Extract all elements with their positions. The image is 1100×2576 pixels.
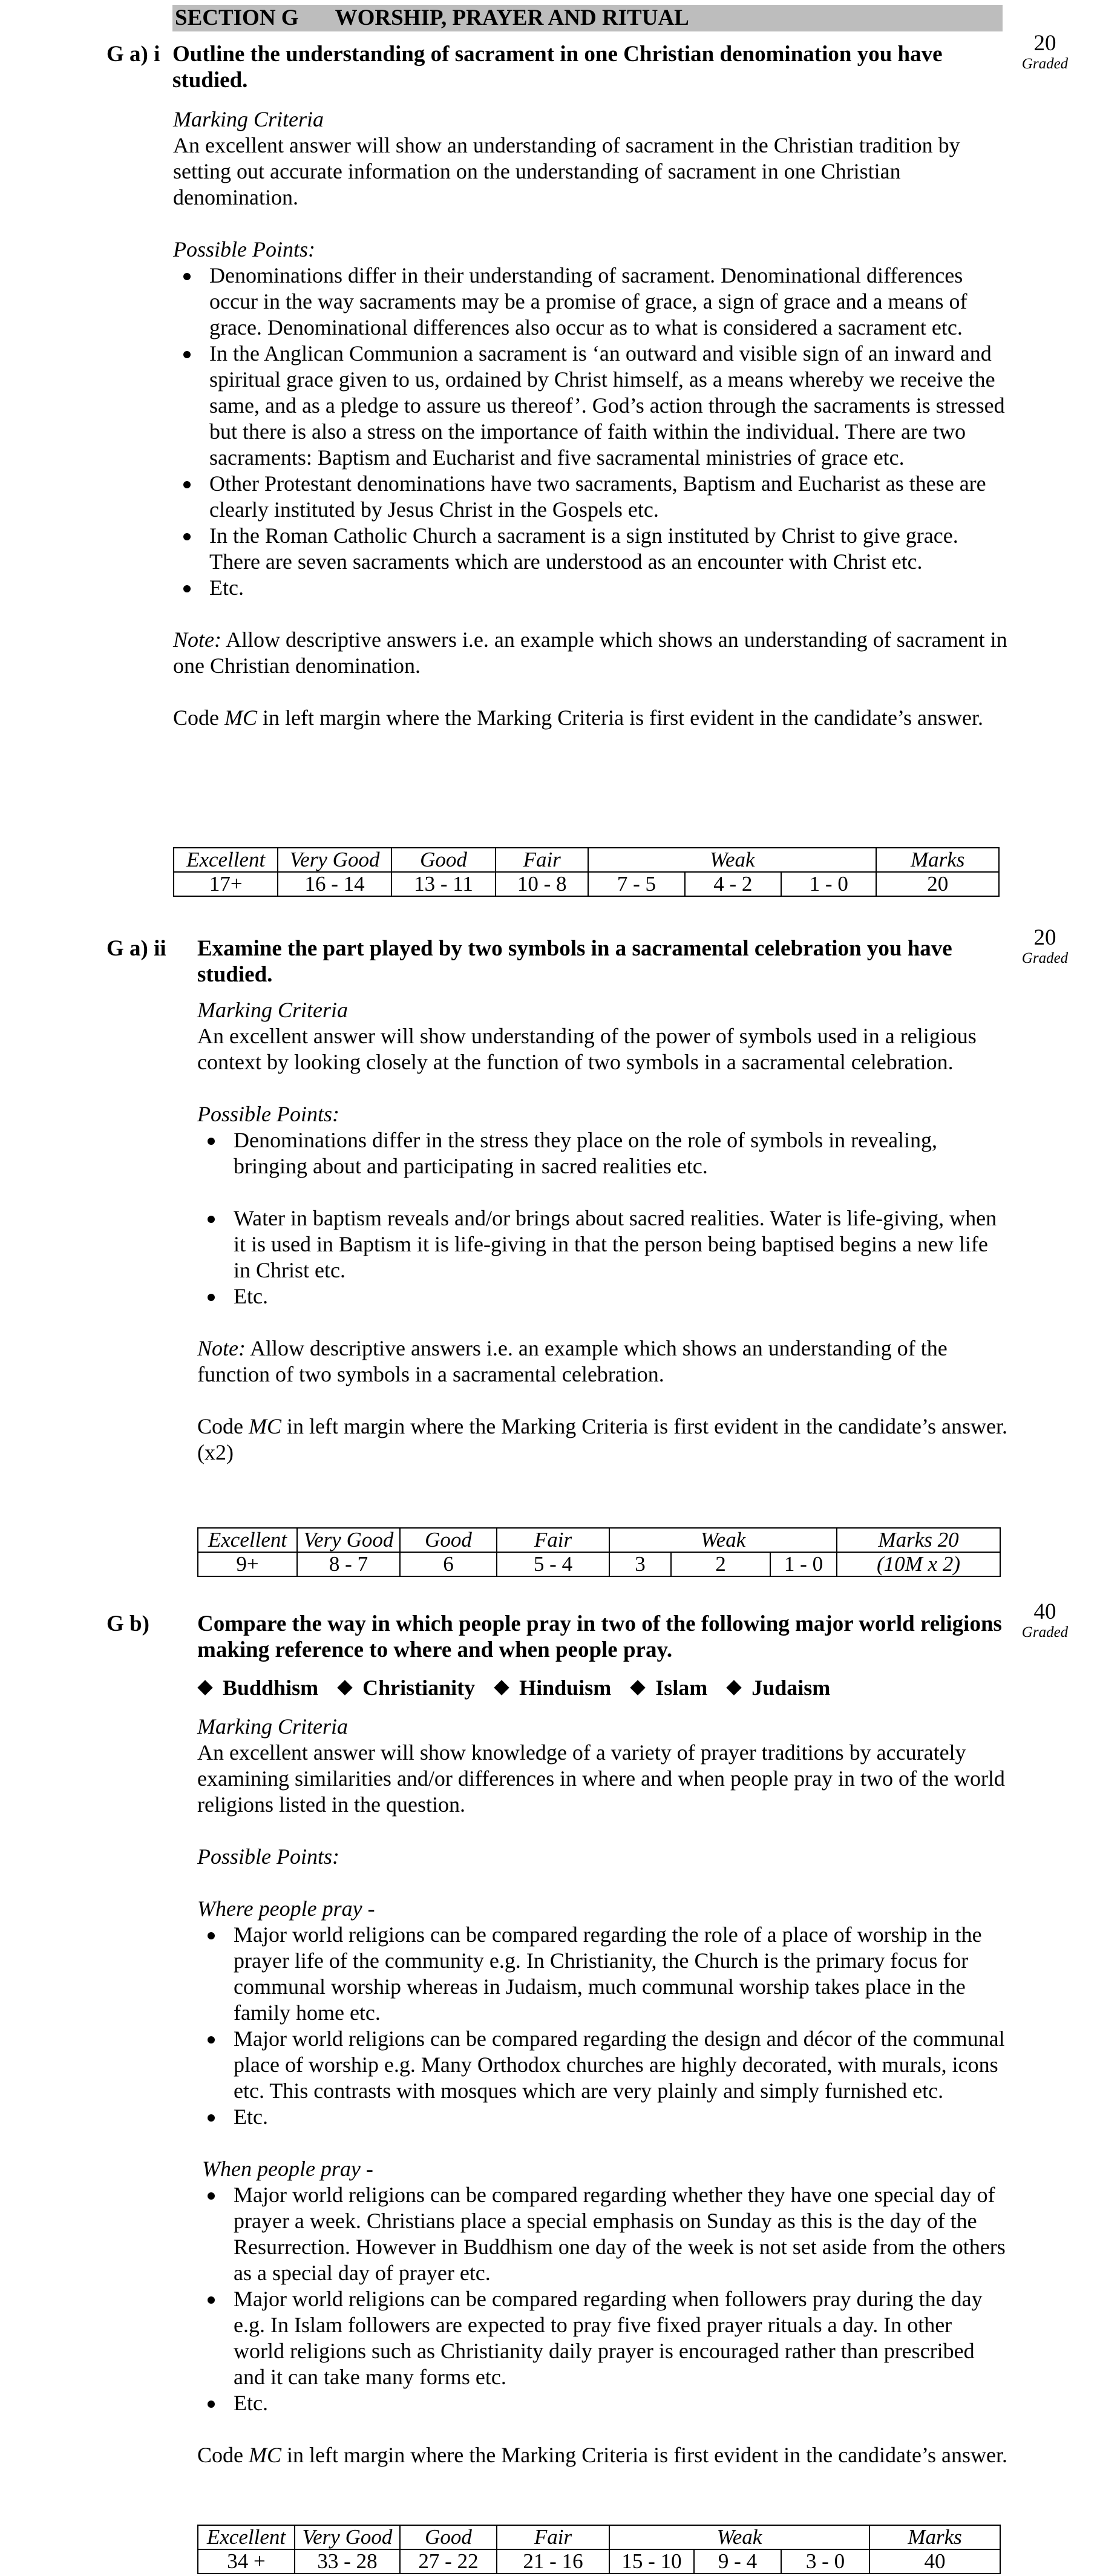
religion-label: Christianity <box>362 1676 476 1700</box>
grade-header: Weak <box>609 2525 869 2549</box>
list-item: Major world religions can be compared regarding when followers pray during the day e.g. In Islam followers are expected to pray five fixed prayer rituals a day. In other world religions such as Christianity daily prayer is encouraged rather than prescribed and it can take many forms etc. <box>197 2286 1008 2390</box>
diamond-bullet-icon <box>726 1680 741 1695</box>
question-marks <box>1000 31 1090 73</box>
code-mc: MC <box>224 706 257 730</box>
note <box>173 627 1008 679</box>
criteria-heading: Marking Criteria <box>197 998 348 1022</box>
grade-header: Excellent <box>198 1528 297 1552</box>
grade-header: Excellent <box>174 848 278 872</box>
grade-cell: 6 <box>400 1552 497 1576</box>
list-item: Etc. <box>197 2104 1008 2130</box>
religion-item <box>632 1675 707 1701</box>
grade-cell: 4 - 2 <box>685 872 781 896</box>
grade-cell: 20 <box>876 872 999 896</box>
question-text: Compare the way in which people pray in two of the following major world religions making reference to where and when people pray. <box>197 1611 1002 1662</box>
when-heading: When people pray - <box>202 2157 373 2181</box>
criteria-text: An excellent answer will show an understanding of sacrament in the Christian tradition by setting out accurate information on the understanding of sacrament in one Christian denomination. <box>173 133 960 209</box>
note-text: Allow descriptive answers i.e. an example which shows an understanding of sacrament in one Christian denomination. <box>173 628 1007 678</box>
section-code: SECTION G <box>175 5 299 30</box>
points-list <box>173 263 1008 601</box>
list-item: Etc. <box>197 2390 1008 2416</box>
grade-table <box>197 2525 1001 2574</box>
when-points-list <box>197 2182 1008 2416</box>
note-label: Note: <box>173 628 221 652</box>
note-text: Allow descriptive answers i.e. an example which shows an understanding of the function of two symbols in a sacramental celebration. <box>197 1336 948 1386</box>
grade-header: Very Good <box>295 2525 400 2549</box>
answer-guidance <box>173 107 1008 731</box>
grade-header: Very Good <box>297 1528 400 1552</box>
grade-header: Fair <box>497 2525 609 2549</box>
grade-cell: 2 <box>671 1552 770 1576</box>
code-pre: Code <box>197 2443 249 2467</box>
grade-cell: 40 <box>869 2549 1000 2574</box>
code-pre: Code <box>197 1414 249 1438</box>
marks-label: Graded <box>1021 950 1069 966</box>
question-number: G a) i <box>106 42 160 67</box>
list-item: Major world religions can be compared regarding whether they have one special day of prayer a week. Christians place a special emphasis on Sunday as this is the day of the Resurrection. However in Buddhism one day of the week is not set aside from the others as a special day of prayer etc. <box>197 2182 1008 2286</box>
religion-label: Buddhism <box>223 1676 319 1700</box>
note-label: Note: <box>197 1336 246 1360</box>
code-mc: MC <box>249 1414 281 1438</box>
criteria-text: An excellent answer will show knowledge of a variety of prayer traditions by accurately examining similarities and/or differences in where and when people pray in two of the world religions listed in the question. <box>197 1740 1005 1817</box>
grade-table <box>197 1527 1001 1577</box>
list-item: Major world religions can be compared regarding the design and décor of the communal place of worship e.g. Many Orthodox churches are highly decorated, with murals, icons etc. This contrasts with mosques which are very plainly and simply furnished etc. <box>197 2026 1008 2104</box>
question-marks <box>1000 1600 1090 1641</box>
code-pre: Code <box>173 706 224 730</box>
marks-value: 40 <box>1033 1599 1056 1624</box>
grade-cell: 17+ <box>174 872 278 896</box>
list-item: Water in baptism reveals and/or brings about sacred realities. Water is life-giving, when it is used in Baptism it is life-giving in that the person being baptised begins a new life in Christ etc. <box>197 1205 1008 1283</box>
grade-cell: 7 - 5 <box>588 872 684 896</box>
grade-cell: 27 - 22 <box>400 2549 497 2574</box>
marks-label: Graded <box>1021 56 1069 72</box>
grade-cell: 15 - 10 <box>609 2549 694 2574</box>
list-item: In the Anglican Communion a sacrament is ‘an outward and visible sign of an inward and spiritual grace given to us, ordained by Christ himself, as a means whereby we receive the same, and as a pledge to assure us thereof’. God’s action through the sacraments is stressed but there is also a stress on the importance of faith within the individual. There are two sacraments: Baptism and Eucharist and five sacramental ministries of grace etc. <box>173 341 1008 471</box>
answer-guidance <box>197 1714 1008 2468</box>
grade-cell: 10 - 8 <box>496 872 588 896</box>
grade-table <box>173 847 1000 897</box>
points-heading: Possible Points: <box>197 1844 339 1869</box>
grade-cell: 13 - 11 <box>391 872 496 896</box>
list-item: In the Roman Catholic Church a sacrament is a sign instituted by Christ to give grace. There are seven sacraments which are understood as an encounter with Christ etc. <box>173 523 1008 575</box>
grade-header: Good <box>391 848 496 872</box>
code-instruction <box>197 2442 1008 2468</box>
grade-cell: 3 - 0 <box>781 2549 869 2574</box>
section-title: WORSHIP, PRAYER AND RITUAL <box>335 5 689 30</box>
code-instruction <box>197 1414 1008 1466</box>
marks-value: 20 <box>1033 925 1056 950</box>
list-item: Other Protestant denominations have two sacraments, Baptism and Eucharist as these are clearly instituted by Jesus Christ in the Gospels etc. <box>173 471 1008 523</box>
grade-cell: 33 - 28 <box>295 2549 400 2574</box>
grade-cell: 16 - 14 <box>278 872 391 896</box>
section-header <box>172 5 1003 31</box>
grade-cell: (10M x 2) <box>837 1552 1000 1576</box>
grade-cell: 1 - 0 <box>770 1552 837 1576</box>
grade-header: Good <box>400 1528 497 1552</box>
question-text: Outline the understanding of sacrament in one Christian denomination you have studied. <box>172 42 943 93</box>
diamond-bullet-icon <box>630 1680 645 1695</box>
diamond-bullet-icon <box>494 1680 509 1695</box>
grade-cell: 9+ <box>198 1552 297 1576</box>
grade-cell: 3 <box>609 1552 671 1576</box>
diamond-bullet-icon <box>337 1680 352 1695</box>
grade-cell: 8 - 7 <box>297 1552 400 1576</box>
grade-cell: 1 - 0 <box>781 872 876 896</box>
criteria-heading: Marking Criteria <box>197 1714 348 1739</box>
code-instruction <box>173 705 1008 731</box>
grade-header: Marks 20 <box>837 1528 1000 1552</box>
grade-header: Weak <box>588 848 876 872</box>
points-heading: Possible Points: <box>197 1102 339 1126</box>
code-mc: MC <box>249 2443 281 2467</box>
grade-header: Marks <box>869 2525 1000 2549</box>
grade-header: Fair <box>497 1528 609 1552</box>
religion-label: Judaism <box>751 1676 831 1700</box>
religion-list <box>200 1675 986 1701</box>
religion-item <box>496 1675 611 1701</box>
list-item: Etc. <box>173 575 1008 601</box>
criteria-text: An excellent answer will show understanding of the power of symbols used in a religious context by looking closely at the function of two symbols in a sacramental celebration. <box>197 1024 977 1074</box>
question-marks <box>1000 926 1090 967</box>
grade-header: Fair <box>496 848 588 872</box>
list-item: Denominations differ in their understanding of sacrament. Denominational differences occur in the way sacraments may be a promise of grace, a sign of grace and a means of grace. Denominational differences also occur as to what is considered a sacrament etc. <box>173 263 1008 341</box>
list-item: Etc. <box>197 1283 1008 1309</box>
where-points-list <box>197 1922 1008 2130</box>
grade-header: Good <box>400 2525 497 2549</box>
points-list <box>197 1127 1008 1309</box>
grade-header: Marks <box>876 848 999 872</box>
grade-cell: 9 - 4 <box>694 2549 781 2574</box>
code-post: in left margin where the Marking Criteria is first evident in the candidate’s answer. <box>257 706 983 730</box>
grade-cell: 5 - 4 <box>497 1552 609 1576</box>
religion-item <box>200 1675 318 1701</box>
marks-value: 20 <box>1033 31 1056 56</box>
question-number: G b) <box>106 1611 149 1636</box>
grade-header: Very Good <box>278 848 391 872</box>
question-number: G a) ii <box>106 936 166 961</box>
question-text: Examine the part played by two symbols in a sacramental celebration you have studied. <box>197 936 952 987</box>
religion-label: Hinduism <box>519 1676 612 1700</box>
list-item: Major world religions can be compared regarding the role of a place of worship in the prayer life of the community e.g. In Christianity, the Church is the primary focus for communal worship whereas in Judaism, much communal worship takes place in the family home etc. <box>197 1922 1008 2026</box>
criteria-heading: Marking Criteria <box>173 107 324 131</box>
diamond-bullet-icon <box>197 1680 212 1695</box>
grade-cell: 34 + <box>198 2549 295 2574</box>
list-item: Denominations differ in the stress they place on the role of symbols in revealing, bringing about and participating in sacred realities etc. <box>197 1127 1008 1179</box>
answer-guidance <box>197 997 1008 1466</box>
religion-label: Islam <box>655 1676 708 1700</box>
religion-item <box>728 1675 830 1701</box>
note <box>197 1336 1008 1388</box>
grade-header: Weak <box>609 1528 837 1552</box>
grade-header: Excellent <box>198 2525 295 2549</box>
code-post: in left margin where the Marking Criteria is first evident in the candidate’s answer. (x2) <box>197 1414 1007 1464</box>
marks-label: Graded <box>1021 1624 1069 1640</box>
grade-cell: 21 - 16 <box>497 2549 609 2574</box>
points-heading: Possible Points: <box>173 237 315 261</box>
code-post: in left margin where the Marking Criteria is first evident in the candidate’s answer. <box>281 2443 1007 2467</box>
where-heading: Where people pray - <box>197 1896 375 1921</box>
religion-item <box>339 1675 475 1701</box>
